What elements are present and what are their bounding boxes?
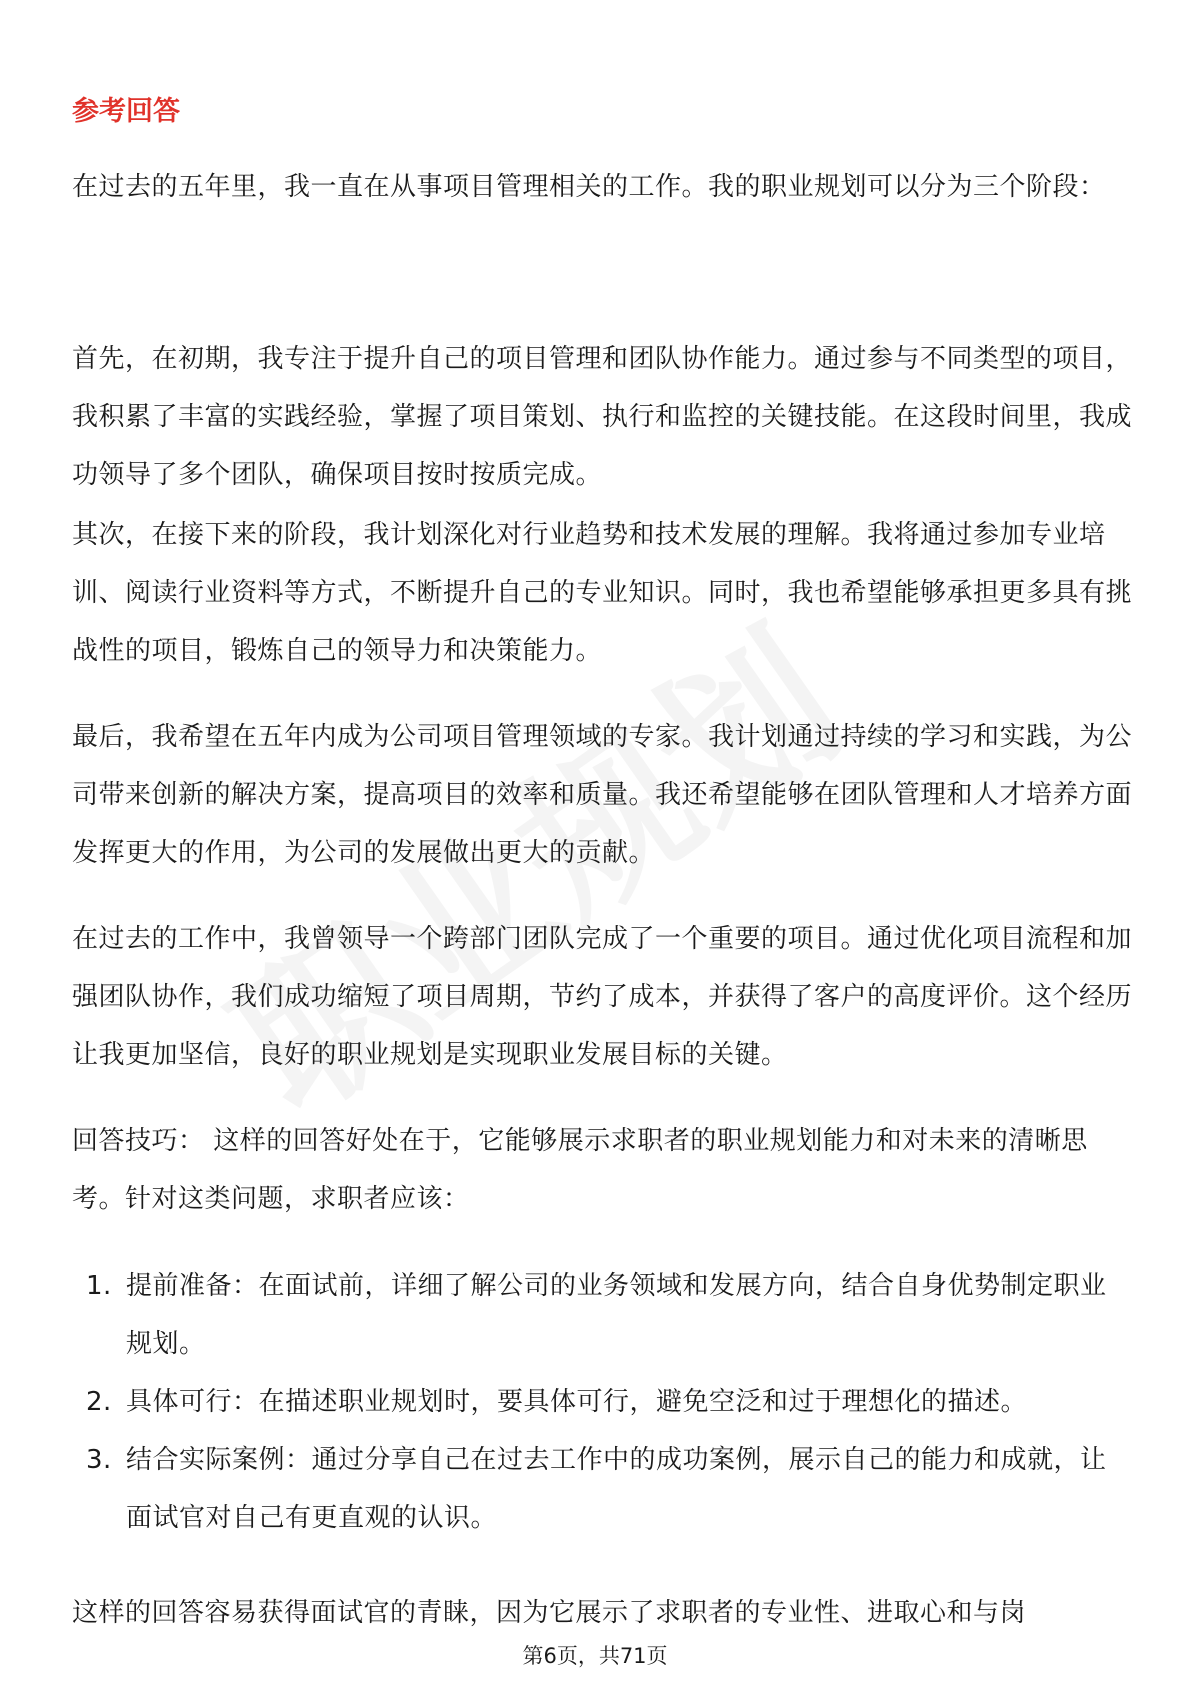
section-heading: 参考回答 — [72, 96, 180, 127]
paragraph-answer-tips: 回答技巧： 这样的回答好处在于，它能够展示求职者的职业规划能力和对未来的清晰思考。针对这类问题，求职者应该： — [72, 1126, 1088, 1214]
list-number: 3. — [86, 1445, 112, 1475]
paragraph-first-stage: 首先，在初期，我专注于提升自己的项目管理和团队协作能力。通过参与不同类型的项目，我积累了丰富的实践经验，掌握了项目策划、执行和监控的关键技能。在这段时间里，我成功领导了多个团队，确保项目按时按质完成。 — [72, 344, 1133, 490]
paragraph-closing: 这样的回答容易获得面试官的青睐，因为它展示了求职者的专业性、进取心和与岗 — [72, 1598, 1027, 1628]
paragraph-second-stage: 其次，在接下来的阶段，我计划深化对行业趋势和技术发展的理解。我将通过参加专业培训、阅读行业资料等方式，不断提升自己的专业知识。同时，我也希望能够承担更多具有挑战性的项目，锻炼自己的领导力和决策能力。 — [72, 520, 1133, 666]
paragraph-intro: 在过去的五年里，我一直在从事项目管理相关的工作。我的职业规划可以分为三个阶段： — [72, 172, 1106, 202]
paragraph-past-experience: 在过去的工作中，我曾领导一个跨部门团队完成了一个重要的项目。通过优化项目流程和加强团队协作，我们成功缩短了项目周期，节约了成本，并获得了客户的高度评价。这个经历让我更加坚信，良好的职业规划是实现职业发展目标的关键。 — [72, 924, 1133, 1070]
page-footer: 第6页，共71页 — [522, 1644, 668, 1668]
list-item — [72, 1257, 1132, 1373]
list-item-text: 具体可行：在描述职业规划时，要具体可行，避免空泛和过于理想化的描述。 — [126, 1387, 1028, 1417]
list-number: 1. — [86, 1271, 112, 1301]
list-item — [72, 1431, 1132, 1547]
paragraph-final-stage: 最后，我希望在五年内成为公司项目管理领域的专家。我计划通过持续的学习和实践，为公司带来创新的解决方案，提高项目的效率和质量。我还希望能够在团队管理和人才培养方面发挥更大的作用，为公司的发展做出更大的贡献。 — [72, 722, 1133, 868]
list-item-text: 结合实际案例：通过分享自己在过去工作中的成功案例，展示自己的能力和成就，让面试官对自己有更直观的认识。 — [126, 1445, 1107, 1533]
list-number: 2. — [86, 1387, 112, 1417]
list-item-text: 提前准备：在面试前，详细了解公司的业务领域和发展方向，结合自身优势制定职业规划。 — [126, 1271, 1107, 1359]
list-item — [72, 1373, 1132, 1431]
tips-list — [72, 1257, 1132, 1547]
